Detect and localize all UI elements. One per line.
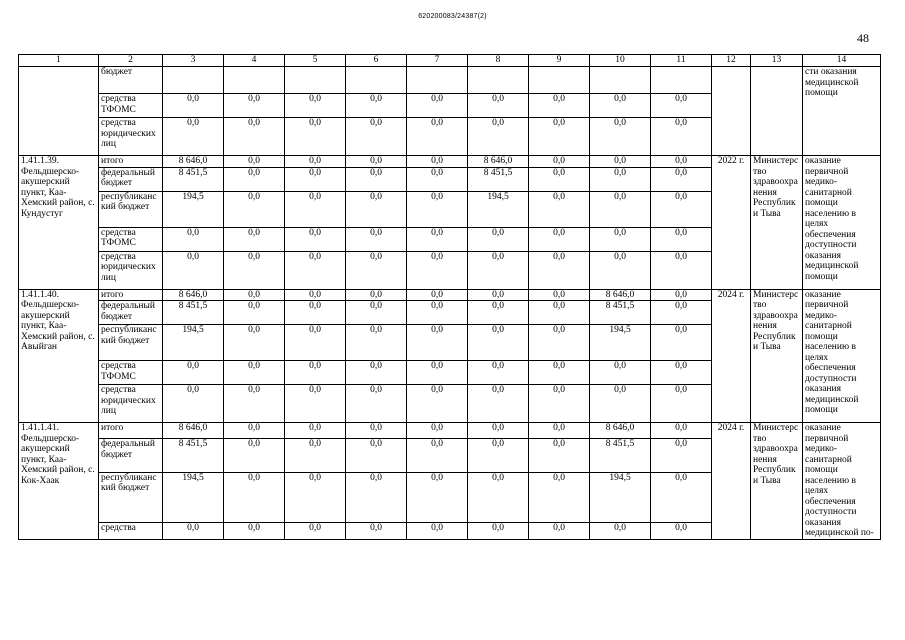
value-cell: 0,0 [224,94,285,118]
value-cell: 0,0 [651,191,712,227]
value-cell [224,67,285,94]
value-cell [529,67,590,94]
page-number: 48 [857,31,869,45]
value-cell: 0,0 [285,439,346,473]
value-cell: 0,0 [285,167,346,191]
value-cell: 0,0 [529,94,590,118]
funding-source: средства [99,523,163,539]
value-cell: 8 646,0 [163,289,224,301]
value-cell: 0,0 [346,439,407,473]
value-cell: 0,0 [346,325,407,361]
value-cell: 0,0 [407,439,468,473]
value-cell: 0,0 [529,251,590,289]
year-cell: 2024 г. [712,423,751,540]
table-row [19,423,881,439]
table-row [19,156,881,168]
value-cell: 0,0 [285,289,346,301]
value-cell: 0,0 [346,167,407,191]
value-cell: 0,0 [468,423,529,439]
value-cell: 0,0 [224,523,285,539]
funding-source: средства ТФОМС [99,227,163,251]
value-cell: 0,0 [163,227,224,251]
value-cell: 0,0 [285,94,346,118]
column-number: 9 [529,55,590,67]
value-cell: 0,0 [163,94,224,118]
value-cell: 0,0 [529,385,590,423]
value-cell: 0,0 [163,118,224,156]
program-table [18,54,881,540]
value-cell: 0,0 [590,523,651,539]
value-cell: 8 646,0 [590,289,651,301]
value-cell: 0,0 [529,523,590,539]
value-cell: 0,0 [468,523,529,539]
value-cell: 0,0 [651,423,712,439]
object-name: 1.41.1.39. Фельдшерско-акушерский пункт, Каа-Хемский район, с. Кундустуг [19,156,99,290]
value-cell: 0,0 [468,251,529,289]
value-cell: 0,0 [407,385,468,423]
value-cell: 0,0 [285,472,346,523]
value-cell: 0,0 [285,251,346,289]
year-cell: 2024 г. [712,289,751,423]
value-cell: 0,0 [285,191,346,227]
column-number: 8 [468,55,529,67]
purpose-cell: оказание первичной медико-санитарной помощи населению в целях обеспечения доступности оказания медицинской по- [803,423,881,540]
value-cell: 0,0 [651,156,712,168]
value-cell [346,67,407,94]
value-cell [407,67,468,94]
funding-source: средства юридических лиц [99,251,163,289]
value-cell: 0,0 [224,191,285,227]
column-number: 12 [712,55,751,67]
document-id: 620200083/24387(2) [418,13,487,20]
value-cell: 0,0 [590,167,651,191]
value-cell: 0,0 [651,167,712,191]
value-cell: 0,0 [468,118,529,156]
value-cell: 0,0 [224,472,285,523]
value-cell: 0,0 [285,227,346,251]
value-cell: 0,0 [651,251,712,289]
value-cell: 0,0 [224,325,285,361]
value-cell: 0,0 [590,118,651,156]
funding-source: средства юридических лиц [99,118,163,156]
value-cell: 0,0 [468,227,529,251]
funding-source: федеральный бюджет [99,439,163,473]
value-cell [163,67,224,94]
value-cell: 0,0 [407,289,468,301]
value-cell: 0,0 [529,439,590,473]
value-cell: 8 451,5 [163,167,224,191]
value-cell: 0,0 [468,439,529,473]
value-cell: 194,5 [590,325,651,361]
value-cell: 0,0 [651,523,712,539]
value-cell: 0,0 [468,385,529,423]
value-cell: 0,0 [529,156,590,168]
value-cell: 0,0 [468,361,529,385]
value-cell: 0,0 [224,385,285,423]
value-cell: 0,0 [346,289,407,301]
value-cell: 0,0 [285,118,346,156]
value-cell: 0,0 [529,361,590,385]
value-cell: 8 646,0 [163,423,224,439]
column-number: 11 [651,55,712,67]
value-cell: 0,0 [346,472,407,523]
value-cell: 0,0 [590,191,651,227]
value-cell: 0,0 [163,361,224,385]
value-cell: 0,0 [651,301,712,325]
funding-source: итого [99,156,163,168]
value-cell: 0,0 [224,118,285,156]
value-cell: 0,0 [468,94,529,118]
value-cell: 8 451,5 [590,439,651,473]
column-number: 3 [163,55,224,67]
value-cell: 0,0 [285,423,346,439]
value-cell: 0,0 [346,523,407,539]
value-cell: 0,0 [407,94,468,118]
object-name: 1.41.1.41. Фельдшерско-акушерский пункт, Каа-Хемский район, с. Кок-Хаак [19,423,99,540]
value-cell: 0,0 [224,423,285,439]
value-cell: 0,0 [346,227,407,251]
value-cell: 0,0 [529,423,590,439]
column-number: 6 [346,55,407,67]
purpose-cell: оказание первичной медико-санитарной помощи населению в целях обеспечения доступности оказания медицинской помощи [803,156,881,290]
value-cell: 0,0 [285,156,346,168]
column-number: 4 [224,55,285,67]
value-cell: 0,0 [590,251,651,289]
value-cell: 0,0 [529,167,590,191]
funding-source: средства ТФОМС [99,94,163,118]
value-cell: 0,0 [407,523,468,539]
funding-source: средства ТФОМС [99,361,163,385]
funding-source: бюджет [99,67,163,94]
value-cell: 0,0 [407,191,468,227]
table-row [19,67,881,94]
value-cell: 0,0 [285,385,346,423]
value-cell: 8 451,5 [163,439,224,473]
value-cell: 0,0 [529,325,590,361]
year-cell [712,67,751,156]
value-cell: 8 451,5 [590,301,651,325]
table-row [19,289,881,301]
column-number: 1 [19,55,99,67]
value-cell: 0,0 [590,227,651,251]
value-cell: 0,0 [285,523,346,539]
executor-cell [751,67,803,156]
value-cell: 0,0 [529,301,590,325]
value-cell: 0,0 [285,325,346,361]
value-cell: 0,0 [651,472,712,523]
column-number: 7 [407,55,468,67]
value-cell: 0,0 [407,227,468,251]
column-number: 14 [803,55,881,67]
value-cell: 0,0 [407,118,468,156]
funding-source: республиканский бюджет [99,472,163,523]
funding-source: республиканский бюджет [99,191,163,227]
funding-source: федеральный бюджет [99,301,163,325]
object-name: 1.41.1.40. Фельдшерско-акушерский пункт, Каа-Хемский район, с. Авыйган [19,289,99,423]
value-cell: 0,0 [529,227,590,251]
value-cell: 0,0 [407,251,468,289]
value-cell: 0,0 [468,289,529,301]
value-cell: 0,0 [346,94,407,118]
executor-cell: Министерство здравоохранения Республики Тыва [751,423,803,540]
value-cell: 0,0 [590,156,651,168]
value-cell: 0,0 [468,325,529,361]
value-cell: 0,0 [651,325,712,361]
value-cell: 194,5 [163,325,224,361]
value-cell: 0,0 [224,289,285,301]
column-number: 2 [99,55,163,67]
value-cell: 0,0 [346,118,407,156]
value-cell: 0,0 [407,361,468,385]
value-cell: 0,0 [163,385,224,423]
value-cell: 0,0 [224,251,285,289]
value-cell: 0,0 [224,156,285,168]
value-cell: 0,0 [651,385,712,423]
value-cell: 0,0 [346,385,407,423]
value-cell: 0,0 [346,191,407,227]
value-cell: 194,5 [163,472,224,523]
value-cell: 0,0 [651,227,712,251]
value-cell: 0,0 [529,191,590,227]
value-cell: 0,0 [407,167,468,191]
value-cell: 0,0 [651,94,712,118]
value-cell: 0,0 [468,472,529,523]
value-cell: 0,0 [651,289,712,301]
value-cell: 0,0 [224,167,285,191]
value-cell: 0,0 [224,439,285,473]
year-cell: 2022 г. [712,156,751,290]
value-cell: 0,0 [224,227,285,251]
funding-source: итого [99,423,163,439]
value-cell: 0,0 [346,301,407,325]
value-cell: 8 451,5 [163,301,224,325]
value-cell: 0,0 [651,361,712,385]
value-cell: 0,0 [346,156,407,168]
value-cell: 0,0 [651,118,712,156]
value-cell [285,67,346,94]
purpose-cell: сти оказания медицинской помощи [803,67,881,156]
funding-source: средства юридических лиц [99,385,163,423]
value-cell: 0,0 [285,301,346,325]
value-cell: 0,0 [590,385,651,423]
value-cell: 0,0 [346,361,407,385]
value-cell: 0,0 [285,361,346,385]
value-cell: 0,0 [407,325,468,361]
value-cell: 194,5 [163,191,224,227]
value-cell [590,67,651,94]
value-cell: 8 451,5 [468,167,529,191]
value-cell: 0,0 [529,472,590,523]
value-cell: 0,0 [590,361,651,385]
column-number: 5 [285,55,346,67]
value-cell: 0,0 [224,361,285,385]
value-cell: 0,0 [224,301,285,325]
value-cell [651,67,712,94]
value-cell: 0,0 [590,94,651,118]
value-cell: 0,0 [407,156,468,168]
funding-source: федеральный бюджет [99,167,163,191]
value-cell: 0,0 [468,301,529,325]
value-cell: 194,5 [468,191,529,227]
header-row [19,55,881,67]
value-cell: 0,0 [163,251,224,289]
value-cell: 0,0 [529,289,590,301]
value-cell: 0,0 [346,251,407,289]
funding-source: итого [99,289,163,301]
purpose-cell: оказание первичной медико-санитарной помощи населению в целях обеспечения доступности оказания медицинской помощи [803,289,881,423]
value-cell: 8 646,0 [468,156,529,168]
value-cell: 0,0 [407,472,468,523]
value-cell: 0,0 [407,301,468,325]
executor-cell: Министерство здравоохранения Республики Тыва [751,289,803,423]
value-cell: 8 646,0 [590,423,651,439]
value-cell [468,67,529,94]
value-cell: 0,0 [163,523,224,539]
value-cell: 0,0 [529,118,590,156]
value-cell: 8 646,0 [163,156,224,168]
column-number: 13 [751,55,803,67]
value-cell: 0,0 [407,423,468,439]
value-cell: 0,0 [346,423,407,439]
executor-cell: Министерство здравоохранения Республики Тыва [751,156,803,290]
value-cell: 194,5 [590,472,651,523]
value-cell: 0,0 [651,439,712,473]
funding-source: республиканский бюджет [99,325,163,361]
column-number: 10 [590,55,651,67]
object-name-cell [19,67,99,156]
